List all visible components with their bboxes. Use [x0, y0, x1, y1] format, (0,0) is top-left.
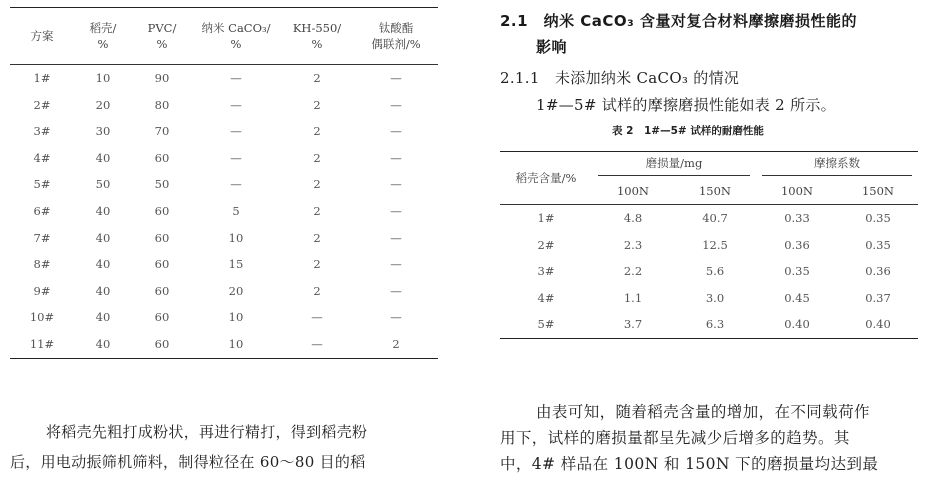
header-line1: 稻壳/ [89, 21, 117, 35]
table-cell: 10 [228, 310, 244, 325]
table-cell: 0.40 [784, 317, 810, 332]
table-cell: — [230, 71, 242, 85]
table-cell: 4# [33, 150, 51, 165]
table-cell: 2 [313, 203, 321, 218]
table-cell: — [230, 177, 242, 192]
table-cell: 0.45 [784, 290, 810, 305]
table-cell: 40 [95, 336, 111, 351]
table-cell: 0.36 [784, 237, 810, 252]
header-load: 150N [698, 184, 731, 198]
table-row [10, 118, 438, 145]
table-row [500, 205, 918, 232]
table-cell: — [390, 283, 402, 298]
table-cell: 3.0 [705, 290, 725, 305]
table-cell: 12.5 [702, 237, 728, 252]
table-cell: 40.7 [702, 211, 728, 225]
header-rice-content: 稻壳含量/% [500, 152, 592, 205]
table-cell: 60 [154, 230, 170, 245]
table-cell: 5 [232, 203, 240, 218]
table-cell: 4.8 [623, 211, 643, 225]
table-cell: 9# [33, 283, 51, 298]
table-cell: 0.35 [865, 237, 891, 252]
header-friction-label: 摩擦系数 [762, 155, 912, 176]
table-cell: — [230, 124, 242, 139]
table-cell: 20 [95, 97, 111, 112]
formulation-table-body [10, 65, 438, 359]
table-cell: 50 [154, 177, 170, 192]
table-cell: — [390, 230, 402, 245]
table-cell: 10# [29, 310, 55, 325]
table-cell: — [390, 71, 402, 85]
table-cell: 40 [95, 203, 111, 218]
table-cell: 2 [313, 71, 321, 85]
table-row [500, 258, 918, 285]
table-cell: — [230, 97, 242, 112]
table-cell: 6.3 [705, 317, 725, 332]
header-load: 150N [861, 184, 894, 198]
subsection-heading: 2.1.1 未添加纳米 CaCO₃ 的情况 [500, 69, 740, 87]
wear-table [500, 151, 918, 339]
header-wear-loss [592, 152, 756, 179]
table-cell: — [390, 97, 402, 112]
header-scheme-label: 方案 [30, 28, 54, 43]
header-rice-husk [74, 8, 132, 65]
formulation-table [10, 7, 438, 359]
header-wear-loss-label: 磨损量/mg [598, 155, 750, 176]
table-row [10, 65, 438, 92]
table-row [10, 304, 438, 331]
table-cell: 0.36 [865, 264, 891, 279]
table-cell: 40 [95, 310, 111, 325]
table-cell: 0.40 [865, 317, 891, 332]
table-cell: 60 [154, 336, 170, 351]
table-cell: 7# [33, 230, 51, 245]
header-line2: % [311, 37, 323, 51]
table-cell: — [311, 336, 323, 351]
table-cell: — [390, 124, 402, 139]
table-cell: 80 [154, 97, 170, 112]
wear-table-body [500, 205, 918, 339]
table-row [10, 171, 438, 198]
table-cell: 2# [33, 97, 51, 112]
table-cell: 2.3 [623, 237, 643, 252]
table-cell: 2.2 [623, 264, 643, 279]
table-cell: 60 [154, 283, 170, 298]
table-cell: — [390, 177, 402, 192]
header-titanate [354, 8, 438, 65]
table-cell: 10 [228, 336, 244, 351]
table-cell: 3.7 [623, 317, 643, 332]
header-scheme [10, 8, 74, 65]
table-row [10, 225, 438, 252]
table-cell: 10 [95, 71, 111, 85]
header-line1: KH-550/ [292, 21, 342, 35]
table-cell: — [230, 150, 242, 165]
table-cell: 15 [228, 257, 244, 272]
table-cell: 5# [537, 317, 555, 332]
table-cell: 0.35 [865, 211, 891, 225]
table2-header-row1 [500, 152, 918, 179]
header-friction-coef [756, 152, 918, 179]
table-cell: 40 [95, 150, 111, 165]
table2-caption: 表 2 1#—5# 试样的耐磨性能 [612, 125, 764, 137]
table-row [500, 232, 918, 259]
table-row [500, 311, 918, 338]
result-paragraph-line3: 中，4# 样品在 100N 和 150N 下的磨损量均达到最 [500, 455, 879, 473]
table-cell: 2 [313, 150, 321, 165]
table-cell: 0.35 [784, 264, 810, 279]
table-cell: 20 [228, 283, 244, 298]
table-cell: 1# [33, 71, 51, 85]
table-cell: — [390, 310, 402, 325]
table-cell: 10 [228, 230, 244, 245]
header-line1: 钛酸酯 [378, 21, 414, 35]
table-cell: 30 [95, 124, 111, 139]
table-cell: 40 [95, 230, 111, 245]
header-line2: % [230, 37, 242, 51]
table-cell: 5# [33, 177, 51, 192]
table-cell: 11# [29, 336, 55, 351]
table-cell: 60 [154, 150, 170, 165]
table-cell: 6# [33, 203, 51, 218]
table-cell: 60 [154, 203, 170, 218]
header-line2: 偶联剂/% [371, 37, 421, 51]
table-header-row [10, 8, 438, 65]
table-row [10, 198, 438, 225]
table-cell: 50 [95, 177, 111, 192]
table-cell: — [390, 203, 402, 218]
table-cell: 70 [154, 124, 170, 139]
table-row [10, 278, 438, 305]
header-nano-caco3 [192, 8, 280, 65]
table-row [10, 331, 438, 358]
table-cell: 90 [154, 71, 170, 85]
table-cell: 4# [537, 290, 555, 305]
table-row [500, 285, 918, 312]
header-load: 100N [780, 184, 813, 198]
header-kh550 [280, 8, 354, 65]
left-paragraph-line2: 后，用电动振筛机筛料，制得粒径在 60～80 目的稻 [10, 453, 366, 471]
table-row [10, 251, 438, 278]
table-cell: 3# [33, 124, 51, 139]
table-row [10, 92, 438, 119]
table-cell: 2 [313, 97, 321, 112]
table-cell: — [390, 257, 402, 272]
header-line2: % [156, 37, 168, 51]
table-cell: 40 [95, 283, 111, 298]
table-cell: 2 [313, 124, 321, 139]
table-cell: — [311, 310, 323, 325]
table-cell: 1.1 [623, 290, 643, 305]
table-cell: 2# [537, 237, 555, 252]
header-line2: % [97, 37, 109, 51]
table-cell: 0.33 [784, 211, 810, 225]
table-row [10, 145, 438, 172]
header-pvc [132, 8, 192, 65]
table-cell: 1# [537, 211, 555, 225]
table-cell: 2 [313, 230, 321, 245]
table-cell: 60 [154, 310, 170, 325]
header-line1: 纳米 CaCO₃/ [201, 21, 271, 35]
section-heading-cont: 影响 [536, 38, 568, 56]
table-cell: 5.6 [705, 264, 725, 279]
intro-sentence: 1#—5# 试样的摩擦磨损性能如表 2 所示。 [536, 96, 836, 114]
result-paragraph-line1: 由表可知，随着稻壳含量的增加，在不同载荷作 [536, 403, 870, 421]
table-cell: 40 [95, 257, 111, 272]
table-cell: 8# [33, 257, 51, 272]
table-cell: 2 [313, 257, 321, 272]
header-load: 100N [616, 184, 649, 198]
table-cell: — [390, 150, 402, 165]
table-cell: 2 [392, 336, 400, 351]
table-cell: 0.37 [865, 290, 891, 305]
table-cell: 3# [537, 264, 555, 279]
section-heading: 2.1 纳米 CaCO₃ 含量对复合材料摩擦磨损性能的 [500, 12, 857, 30]
table-cell: 60 [154, 257, 170, 272]
result-paragraph-line2: 用下，试样的磨损量都呈先减少后增多的趋势。其 [500, 429, 850, 447]
table-cell: 2 [313, 177, 321, 192]
table-cell: 2 [313, 283, 321, 298]
left-paragraph-line1: 将稻壳先粗打成粉状，再进行精打，得到稻壳粉 [46, 423, 368, 441]
header-line1: PVC/ [147, 21, 177, 35]
